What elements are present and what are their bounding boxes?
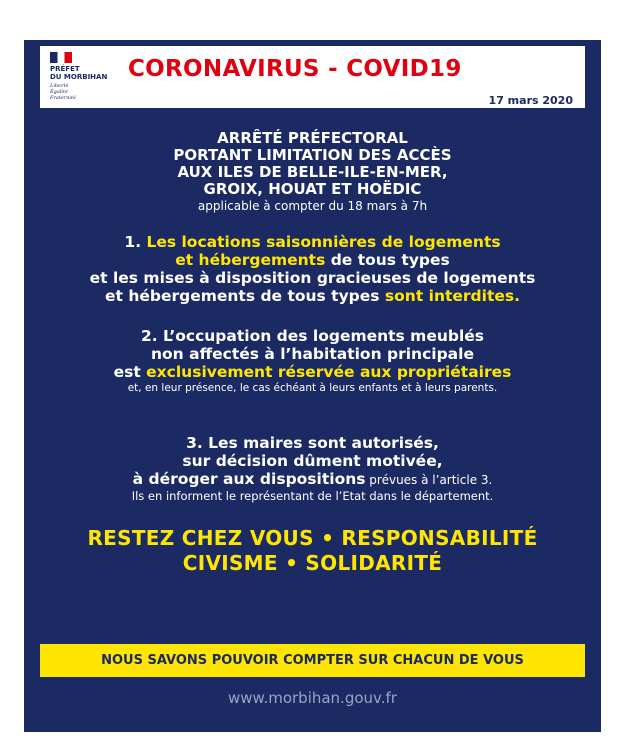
article-1-line-4 (24, 287, 601, 305)
article-2-line-4: et, en leur présence, le cas échéant à leurs enfants et à leurs parents. (127, 382, 498, 394)
body-text: prévues à l’article 3. (365, 473, 493, 487)
motto-line: Liberté (50, 83, 69, 89)
body-text: de tous types (325, 251, 450, 269)
article-3 (24, 434, 601, 504)
article-3-line-1: 3. Les maires sont autorisés, (186, 434, 439, 452)
article-2-line-3 (24, 363, 601, 381)
slogan-line: RESTEZ CHEZ VOUS • RESPONSABILITÉ (87, 526, 538, 550)
applicable-date: applicable à compter du 18 mars à 7h (197, 199, 428, 213)
republic-motto (50, 83, 76, 101)
arrete-line: GROIX, HOUAT ET HOËDIC (203, 180, 422, 198)
body-text: à déroger aux dispositions (132, 470, 366, 488)
article-number: 1. (124, 233, 147, 251)
highlight-text: exclusivement réservée aux propriétaires (146, 363, 512, 381)
article-2-line-1: 2. L’occupation des logements meublés (140, 327, 485, 345)
marianne-flag-icon (50, 52, 72, 63)
arrete-line: ARRÊTÉ PRÉFECTORAL (217, 129, 408, 147)
motto-line: Fraternité (50, 95, 76, 101)
arrete-line: AUX ILES DE BELLE-ILE-EN-MER, (177, 163, 448, 181)
slogan-line: CIVISME • SOLIDARITÉ (182, 551, 443, 575)
article-1-line-1 (24, 233, 601, 251)
arrete-heading (24, 130, 601, 215)
article-1-line-3: et les mises à disposition gracieuses de logements (89, 269, 536, 287)
article-3-line-2: sur décision dûment motivée, (182, 452, 443, 470)
highlight-text: sont interdites. (384, 287, 520, 305)
article-2-line-2: non affectés à l’habitation principale (151, 345, 474, 363)
body-text: est (113, 363, 147, 381)
motto-line: Égalité (50, 89, 68, 95)
prefet-line: PRÉFET (50, 65, 80, 73)
article-1 (24, 233, 601, 305)
article-3-line-3 (24, 470, 601, 489)
body-text: et hébergements de tous types (105, 287, 385, 305)
main-content (24, 130, 601, 576)
prefet-logo (50, 65, 107, 81)
website-link[interactable]: www.morbihan.gouv.fr (228, 689, 397, 707)
highlight-text: Les locations saisonnières de logements (146, 233, 501, 251)
poster (24, 40, 601, 732)
arrete-line: PORTANT LIMITATION DES ACCÈS (173, 146, 452, 164)
message-band: NOUS SAVONS POUVOIR COMPTER SUR CHACUN DE VOUS (40, 644, 585, 677)
prefet-line: DU MORBIHAN (50, 73, 108, 81)
date-label: 17 mars 2020 (488, 94, 573, 107)
page-title: CORONAVIRUS - COVID19 (128, 56, 462, 82)
slogan (24, 526, 601, 576)
highlight-text: et hébergements (175, 251, 326, 269)
header-banner (40, 46, 585, 108)
article-1-line-2 (24, 251, 601, 269)
article-2 (24, 327, 601, 396)
article-3-line-4: Ils en informent le représentant de l’Etat dans le département. (131, 489, 494, 503)
